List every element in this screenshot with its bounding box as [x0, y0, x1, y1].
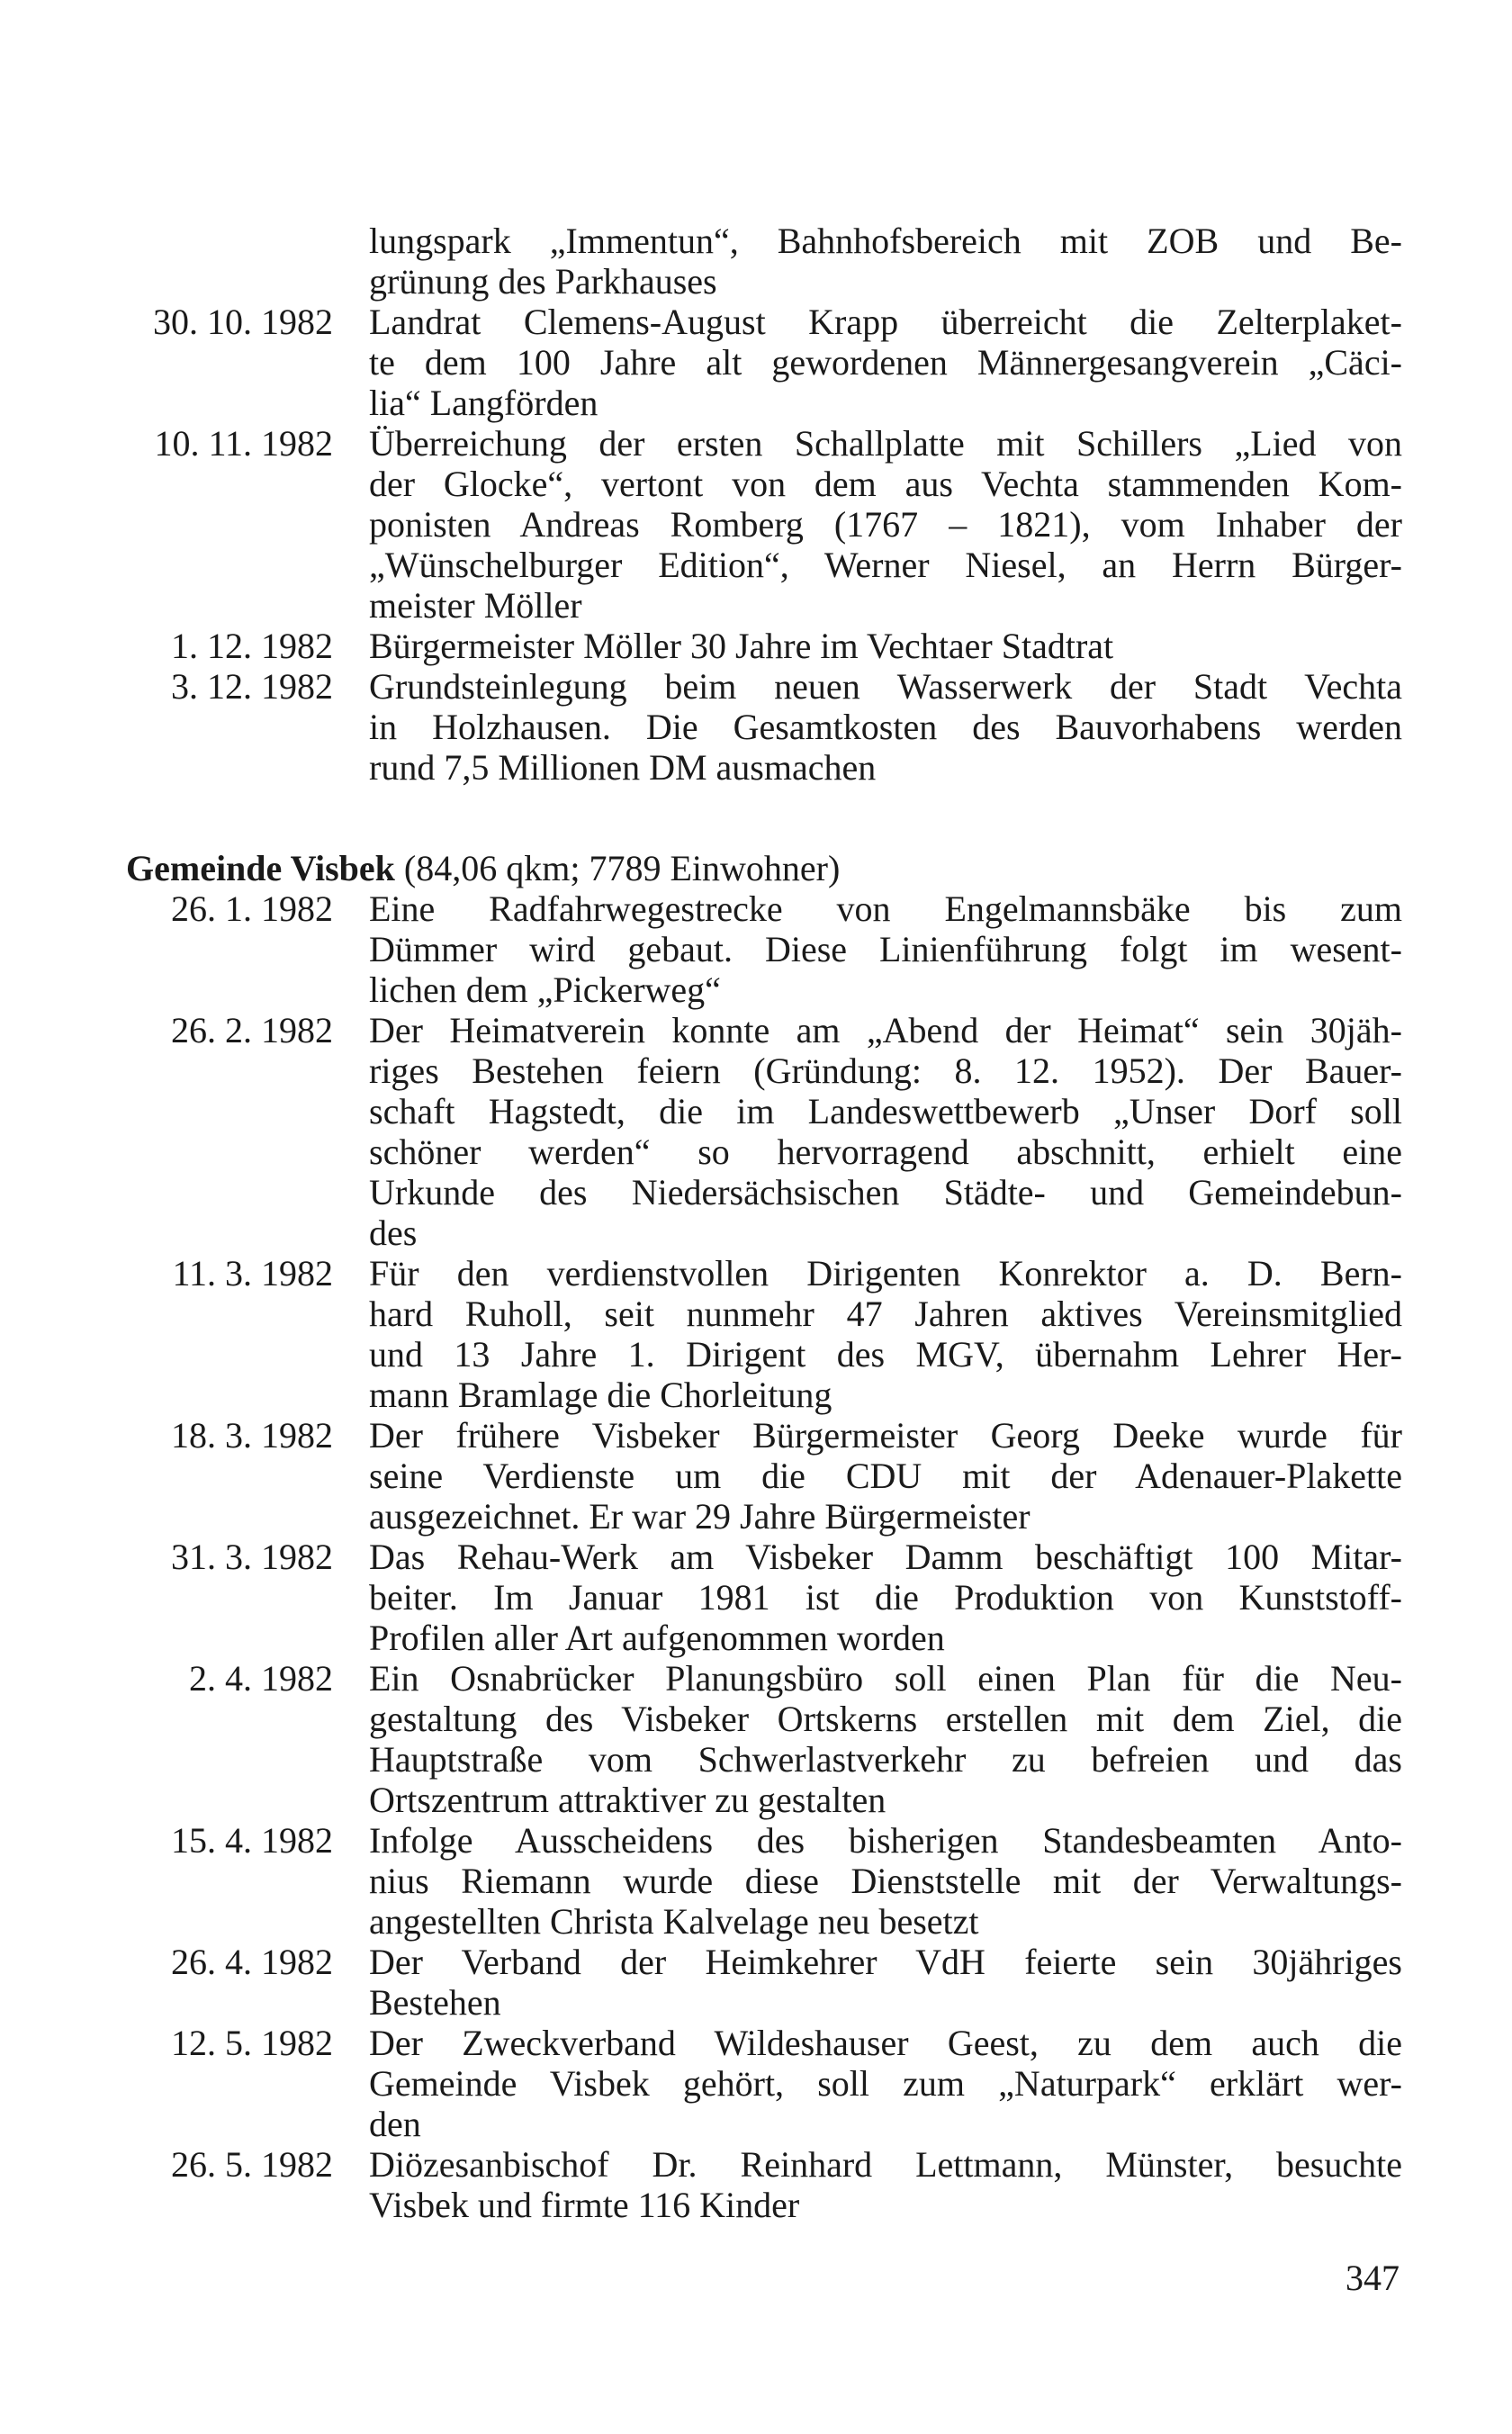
entry-line: Für den verdienstvollen Dirigenten Konrektor a. D. Bern- [369, 1253, 1402, 1294]
entry-line: des [369, 1212, 418, 1253]
entry-line: Überreichung der ersten Schallplatte mit Schillers „Lied von [369, 423, 1402, 464]
entry-text [369, 888, 1402, 1010]
entry-line: Das Rehau-Werk am Visbeker Damm beschäftigt 100 Mitar- [369, 1537, 1402, 1577]
entry-line: in Holzhausen. Die Gesamtkosten des Bauvorhabens werden [369, 707, 1402, 747]
entry-line: lia“ Langförden [369, 383, 598, 423]
entry-text [369, 221, 1402, 302]
entry-line: schöner werden“ so hervorragend abschnitt, erhielt eine [369, 1131, 1402, 1172]
entry-date: 12. 5. 1982 [171, 2023, 333, 2063]
entry-text [369, 1942, 1402, 2023]
entry-text [369, 1658, 1402, 1820]
entry-line: und 13 Jahre 1. Dirigent des MGV, übernahm Lehrer Her- [369, 1334, 1402, 1375]
entry-text [369, 302, 1402, 423]
section-heading-title: Gemeinde Visbek [126, 848, 395, 888]
entry-line: gestaltung des Visbeker Ortskerns erstellen mit dem Ziel, die [369, 1699, 1402, 1739]
entry-line: lungspark „Immentun“, Bahnhofsbereich mit ZOB und Be- [369, 221, 1402, 261]
entry-line: Infolge Ausscheidens des bisherigen Standesbeamten Anto- [369, 1820, 1402, 1861]
entry-line: Landrat Clemens-August Krapp überreicht die Zelterplaket- [369, 302, 1402, 342]
entry-line: schaft Hagstedt, die im Landeswettbewerb „Unser Dorf soll [369, 1091, 1402, 1131]
entry-date: 18. 3. 1982 [171, 1415, 333, 1456]
entry-date: 26. 5. 1982 [171, 2144, 333, 2185]
entry-line: Urkunde des Niedersächsischen Städte- und Gemeindebun- [369, 1172, 1402, 1212]
entry-line: Bürgermeister Möller 30 Jahre im Vechtaer Stadtrat [369, 626, 1114, 666]
entry-date: 10. 11. 1982 [154, 423, 333, 464]
entry-date: 26. 2. 1982 [171, 1010, 333, 1050]
entry-line: rund 7,5 Millionen DM ausmachen [369, 747, 877, 788]
section-heading [126, 848, 840, 888]
entry-line: Der Verband der Heimkehrer VdH feierte sein 30jähriges [369, 1942, 1402, 1982]
entry-line: nius Riemann wurde diese Dienststelle mit der Verwaltungs- [369, 1861, 1402, 1901]
entry-text [369, 626, 1402, 666]
entry-line: beiter. Im Januar 1981 ist die Produktion von Kunststoff- [369, 1577, 1402, 1618]
entry-date: 31. 3. 1982 [171, 1537, 333, 1577]
entry-line: Ortszentrum attraktiver zu gestalten [369, 1780, 886, 1820]
entry-line: Gemeinde Visbek gehört, soll zum „Naturpark“ erklärt wer- [369, 2063, 1402, 2104]
entry-text [369, 2144, 1402, 2225]
entry-date: 11. 3. 1982 [172, 1253, 333, 1294]
entry-line: Der Zweckverband Wildeshauser Geest, zu dem auch die [369, 2023, 1402, 2063]
entry-line: Bestehen [369, 1982, 501, 2023]
entry-line: te dem 100 Jahre alt gewordenen Männergesangverein „Cäci- [369, 342, 1402, 383]
entry-date: 26. 4. 1982 [171, 1942, 333, 1982]
entry-line: Der Heimatverein konnte am „Abend der Heimat“ sein 30jäh- [369, 1010, 1402, 1050]
entry-text [369, 666, 1402, 788]
entry-text [369, 423, 1402, 626]
entry-line: grünung des Parkhauses [369, 261, 717, 302]
entry-text [369, 1415, 1402, 1537]
entry-line: Diözesanbischof Dr. Reinhard Lettmann, Münster, besuchte [369, 2144, 1402, 2185]
entry-line: den [369, 2104, 421, 2144]
entry-line: Der frühere Visbeker Bürgermeister Georg Deeke wurde für [369, 1415, 1402, 1456]
entry-date: 30. 10. 1982 [153, 302, 333, 342]
entry-line: hard Ruholl, seit nunmehr 47 Jahren aktives Vereinsmitglied [369, 1294, 1402, 1334]
entry-line: Ein Osnabrücker Planungsbüro soll einen Plan für die Neu- [369, 1658, 1402, 1699]
entry-line: angestellten Christa Kalvelage neu besetzt [369, 1901, 979, 1942]
page-number: 347 [1346, 2258, 1400, 2298]
entry-line: Grundsteinlegung beim neuen Wasserwerk der Stadt Vechta [369, 666, 1402, 707]
section-heading-details: (84,06 qkm; 7789 Einwohner) [394, 848, 841, 888]
entry-line: Dümmer wird gebaut. Diese Linienführung folgt im wesent- [369, 929, 1402, 969]
entry-line: mann Bramlage die Chorleitung [369, 1375, 832, 1415]
entry-date: 3. 12. 1982 [171, 666, 333, 707]
entry-text [369, 1253, 1402, 1415]
entry-line: der Glocke“, vertont von dem aus Vechta stammenden Kom- [369, 464, 1402, 504]
entry-line: lichen dem „Pickerweg“ [369, 969, 721, 1010]
entry-date: 1. 12. 1982 [171, 626, 333, 666]
entry-line: Visbek und firmte 116 Kinder [369, 2185, 800, 2225]
entry-text [369, 1820, 1402, 1942]
entry-line: ausgezeichnet. Er war 29 Jahre Bürgermeister [369, 1496, 1030, 1537]
entry-line: riges Bestehen feiern (Gründung: 8. 12. 1952). Der Bauer- [369, 1050, 1402, 1091]
entry-date: 2. 4. 1982 [189, 1658, 333, 1699]
entry-line: ponisten Andreas Romberg (1767 – 1821), vom Inhaber der [369, 504, 1402, 545]
entry-line: seine Verdienste um die CDU mit der Adenauer-Plakette [369, 1456, 1402, 1496]
entry-text [369, 1537, 1402, 1658]
entry-line: „Wünschelburger Edition“, Werner Niesel, an Herrn Bürger- [369, 545, 1402, 585]
entry-date: 26. 1. 1982 [171, 888, 333, 929]
entry-line: Hauptstraße vom Schwerlastverkehr zu befreien und das [369, 1739, 1402, 1780]
entry-text [369, 2023, 1402, 2144]
entry-text [369, 1010, 1402, 1253]
entry-line: meister Möller [369, 585, 582, 626]
entry-date: 15. 4. 1982 [171, 1820, 333, 1861]
entry-line: Eine Radfahrwegestrecke von Engelmannsbäke bis zum [369, 888, 1402, 929]
entry-line: Profilen aller Art aufgenommen worden [369, 1618, 945, 1658]
